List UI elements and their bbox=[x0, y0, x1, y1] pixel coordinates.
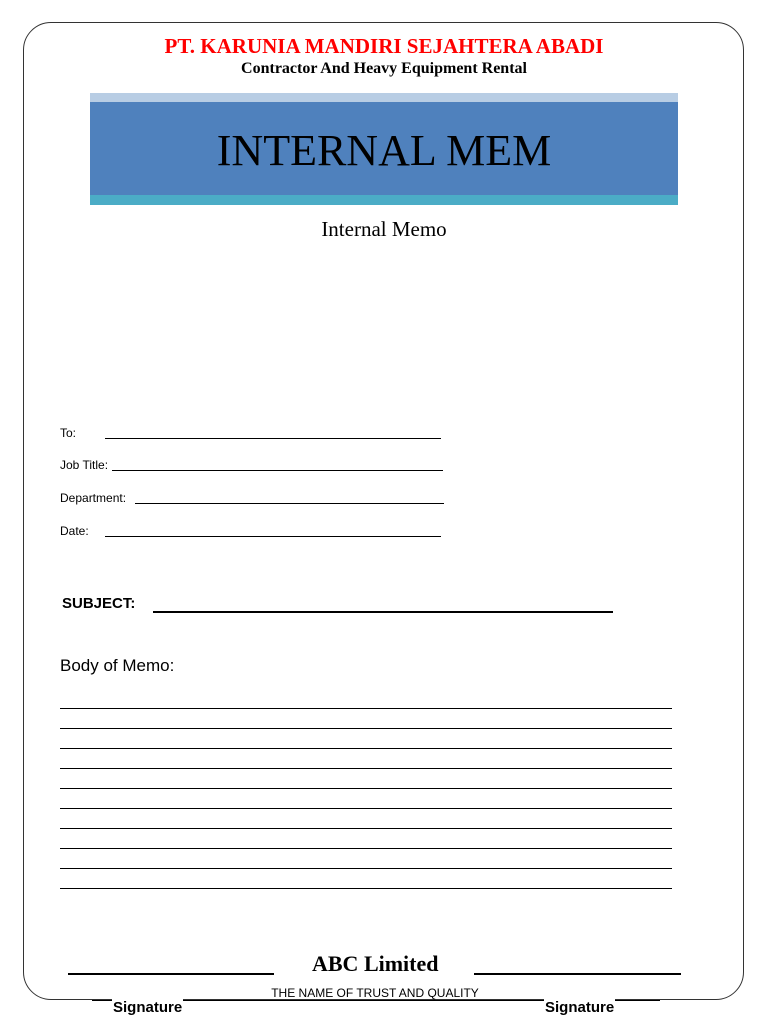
signature-line-right bbox=[474, 973, 681, 975]
body-line[interactable] bbox=[60, 768, 672, 769]
field-date-line bbox=[105, 536, 441, 537]
company-name: PT. KARUNIA MANDIRI SEJAHTERA ABADI bbox=[164, 34, 604, 58]
field-to-line bbox=[105, 438, 441, 439]
body-line[interactable] bbox=[60, 748, 672, 749]
banner-bottom-strip bbox=[90, 195, 678, 205]
banner-top-strip bbox=[90, 93, 678, 102]
body-line[interactable] bbox=[60, 728, 672, 729]
footer-tagline: THE NAME OF TRUST AND QUALITY bbox=[271, 986, 479, 1000]
memo-subtitle: Internal Memo bbox=[321, 217, 447, 241]
body-line[interactable] bbox=[60, 868, 672, 869]
body-label: Body of Memo: bbox=[60, 656, 175, 675]
banner-title: INTERNAL MEM bbox=[216, 126, 552, 175]
body-line[interactable] bbox=[60, 788, 672, 789]
signature-label-left: Signature bbox=[113, 999, 183, 1016]
body-line[interactable] bbox=[60, 708, 672, 709]
footer-company-name: ABC Limited bbox=[312, 951, 439, 976]
field-job-title-line bbox=[112, 470, 443, 471]
field-job-title-label: Job Title: bbox=[60, 458, 109, 472]
field-date-label: Date: bbox=[60, 524, 89, 538]
field-department-label: Department: bbox=[60, 491, 127, 505]
field-to-label: To: bbox=[60, 426, 77, 440]
body-line[interactable] bbox=[60, 888, 672, 889]
body-line[interactable] bbox=[60, 808, 672, 809]
company-tagline: Contractor And Heavy Equipment Rental bbox=[241, 60, 527, 77]
subject-label: SUBJECT: bbox=[62, 595, 136, 612]
field-department-line bbox=[135, 503, 444, 504]
body-line[interactable] bbox=[60, 828, 672, 829]
signature-label-right: Signature bbox=[545, 999, 615, 1016]
subject-line[interactable] bbox=[153, 611, 613, 613]
signature-line-left bbox=[68, 973, 274, 975]
body-line[interactable] bbox=[60, 848, 672, 849]
